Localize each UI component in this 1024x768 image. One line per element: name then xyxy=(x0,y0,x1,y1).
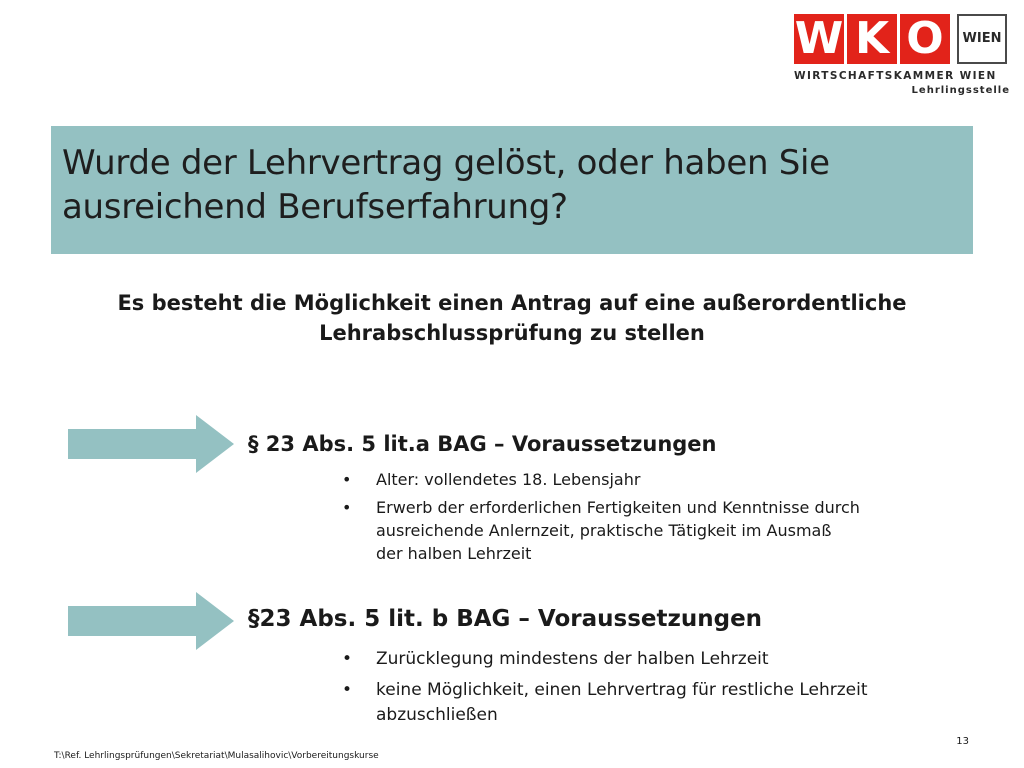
bullet-text: ausreichende Anlernzeit, praktische Tätigkeit im Ausmaß xyxy=(376,521,832,540)
list-item xyxy=(342,647,982,672)
logo-department-name: Lehrlingsstelle xyxy=(911,85,1010,96)
right-arrow-icon xyxy=(68,592,234,650)
logo-letter-w: W xyxy=(794,13,844,64)
logo-letter-blocks xyxy=(794,14,953,64)
bullet-text: keine Möglichkeit, einen Lehrvertrag für restliche Lehrzeit xyxy=(376,680,868,700)
bullet-text: abzuschließen xyxy=(376,705,498,725)
bullet-text: Zurücklegung mindestens der halben Lehrzeit xyxy=(376,649,769,669)
list-item xyxy=(342,678,982,728)
logo-letter-o: O xyxy=(900,14,950,64)
logo-organization-name: WIRTSCHAFTSKAMMER WIEN xyxy=(794,70,997,82)
bullet-text: der halben Lehrzeit xyxy=(376,544,532,563)
bullet-text: Alter: vollendetes 18. Lebensjahr xyxy=(376,470,641,489)
bullet-list-lit-b xyxy=(342,647,982,734)
slide-title-line-1: Wurde der Lehrvertrag gelöst, oder haben Sie xyxy=(62,143,830,183)
title-banner xyxy=(51,126,973,254)
slide-subtitle-line-1: Es besteht die Möglichkeit einen Antrag auf eine außerordentliche xyxy=(117,291,907,315)
logo-letter-k: K xyxy=(847,14,897,64)
slide-title xyxy=(62,141,962,229)
list-item xyxy=(342,496,982,565)
bullet-dot: • xyxy=(342,680,353,700)
bullet-dot: • xyxy=(342,470,352,489)
section-heading-lit-b: §23 Abs. 5 lit. b BAG – Voraussetzungen xyxy=(248,606,763,632)
bullet-dot: • xyxy=(342,649,353,669)
footer-file-path: T:\Ref. Lehrlingsprüfungen\Sekretariat\Mulasalihovic\Vorbereitungskurse xyxy=(54,751,379,761)
right-arrow-icon xyxy=(68,415,234,473)
page-number: 13 xyxy=(956,736,969,747)
list-item xyxy=(342,468,982,491)
slide-subtitle-line-2: Lehrabschlussprüfung zu stellen xyxy=(319,321,705,345)
wko-logo xyxy=(794,12,1012,98)
bullet-dot: • xyxy=(342,498,352,517)
slide-title-line-2: ausreichend Berufserfahrung? xyxy=(62,187,568,227)
logo-region-box: WIEN xyxy=(957,14,1007,64)
section-heading-lit-a: § 23 Abs. 5 lit.a BAG – Voraussetzungen xyxy=(248,432,717,456)
bullet-list-lit-a xyxy=(342,468,982,570)
slide-subtitle xyxy=(40,288,984,348)
bullet-text: Erwerb der erforderlichen Fertigkeiten und Kenntnisse durch xyxy=(376,498,860,517)
